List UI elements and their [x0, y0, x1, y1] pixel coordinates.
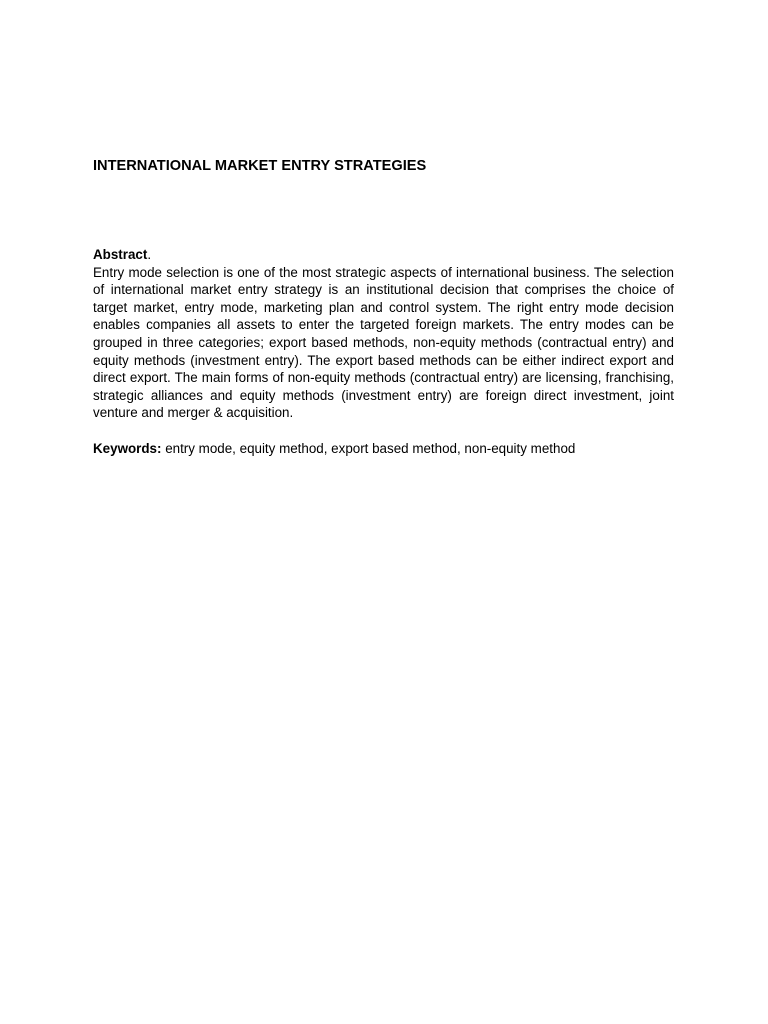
abstract-heading-label: Abstract — [93, 247, 148, 262]
abstract-heading-punct: . — [147, 247, 152, 262]
abstract-heading — [93, 246, 674, 264]
document-title: INTERNATIONAL MARKET ENTRY STRATEGIES — [93, 158, 427, 174]
abstract-body: Entry mode selection is one of the most strategic aspects of international business. The selection of international market entry strategy is an institutional decision that comprises the choice of target market, entry mode, marketing plan and control system. The right entry mode decision enables companies all assets to enter the targeted foreign markets. The entry modes can be grouped in three categories; export based methods, non-equity methods (contractual entry) and equity methods (investment entry). The export based methods can be either indirect export and direct export. The main forms of non-equity methods (contractual entry) are licensing, franchising, strategic alliances and equity methods (investment entry) are foreign direct investment, joint venture and merger & acquisition. — [93, 264, 674, 421]
abstract-section — [93, 246, 674, 457]
keywords-label: Keywords: — [93, 440, 162, 456]
keywords-text: entry mode, equity method, export based method, non-equity method — [161, 440, 576, 456]
keywords-line — [93, 440, 674, 458]
